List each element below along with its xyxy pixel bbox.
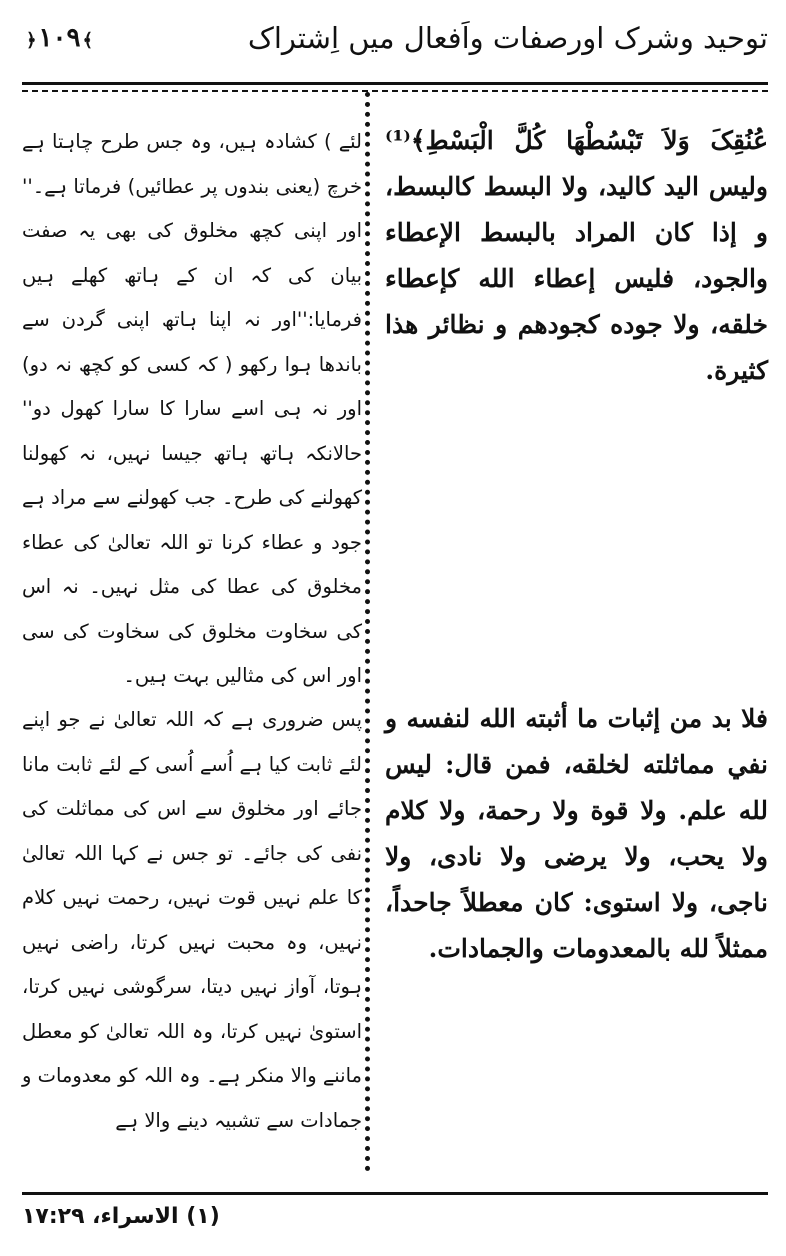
page-header xyxy=(22,10,768,66)
footnote-rule xyxy=(22,1192,768,1195)
page-number-ornament xyxy=(22,23,95,53)
header-dashed-rule xyxy=(22,90,768,92)
page-number: ١٠٩ xyxy=(38,23,81,53)
urdu-paragraph: پس ضروری ہے کہ اللہ تعالیٰ نے جو اپنے لئے ثابت کیا ہے اُسے اُسی کے لئے ثابت مانا جائے اور مخلوق سے اس کی مماثلت کی نفی کی جائے۔ تو جس نے کہا اللہ تعالیٰ کا علم نہیں قوت نہیں، رحمت نہیں کلام نہیں، وہ محبت نہیں کرتا، راضی نہیں ہوتا، آواز نہیں دیتا، سرگوشی نہیں کرتا، استویٰ نہیں کرتا، وہ اللہ تعالیٰ کو معطل ماننے والا منکر ہے۔ وہ اللہ کو معدومات و جمادات سے تشبیہ دینے والا ہے xyxy=(22,708,362,1132)
urdu-paragraph: لئے ) کشادہ ہیں، وہ جس طرح چاہتا ہے خرچ (یعنی بندوں پر عطائیں) فرماتا ہے۔'' اور اپنی کچھ مخلوق کی بھی یہ صفت بیان کی کہ ان کے ہاتھ کھلے ہیں فرمایا:''اور نہ اپنا ہاتھ اپنی گردن سے باندھا ہوا رکھو ( کہ کسی کو کچھ نہ دو) اور نہ ہی اسے سارا کا سارا کھول دو'' حالانکہ ہاتھ ہاتھ جیسا نہیں، نہ کھولنا کھولنے کی طرح۔ جب کھولنے سے مراد ہے جود و عطاء کرنا تو اللہ تعالیٰ کی عطاء مخلوق کی عطا کی مثل نہیں۔ نہ اس کی سخاوت مخلوق کی سخاوت کی سی اور اس کی مثالیں بہت ہیں۔ xyxy=(22,130,362,687)
column-divider xyxy=(365,92,370,1172)
arabic-text-section-1 xyxy=(385,118,768,394)
urdu-text-section-2 xyxy=(22,698,362,1143)
arabic-text-section-2 xyxy=(385,696,768,972)
footnote: (١) الاسراء، ١٧:٢٩ xyxy=(22,1204,220,1229)
arabic-paragraph: عُنُقِکَ وَلاَ تَبْسُطْهَا كُلَّ الْبَسْطِ﴾⁽¹⁾ وليس اليد كاليد، ولا البسط كالبسط، و إذا كان المراد بالبسط الإعطاء والجود، فليس إعطاء الله كإعطاء خلقه، ولا جوده كجودهم و نظائر هذا كثيرة. xyxy=(385,126,768,385)
urdu-text-section-1 xyxy=(22,120,362,699)
flourish-left-icon: ﴿ xyxy=(26,30,37,51)
header-rule xyxy=(22,82,768,85)
flourish-right-icon: ﴾ xyxy=(82,30,93,51)
running-title: توحید وشرک اورصفات واَفعال میں اِشتراک xyxy=(247,21,768,55)
arabic-paragraph: فلا بد من إثبات ما أثبته الله لنفسه و نفي مماثلته لخلقه، فمن قال: ليس لله علم. ولا قوة ولا رحمة، ولا كلام ولا يحب، ولا يرضى ولا نادى، ولا ناجى، ولا استوى: كان معطلاً جاحداً، ممثلاً لله بالمعدومات والجمادات. xyxy=(385,704,768,963)
